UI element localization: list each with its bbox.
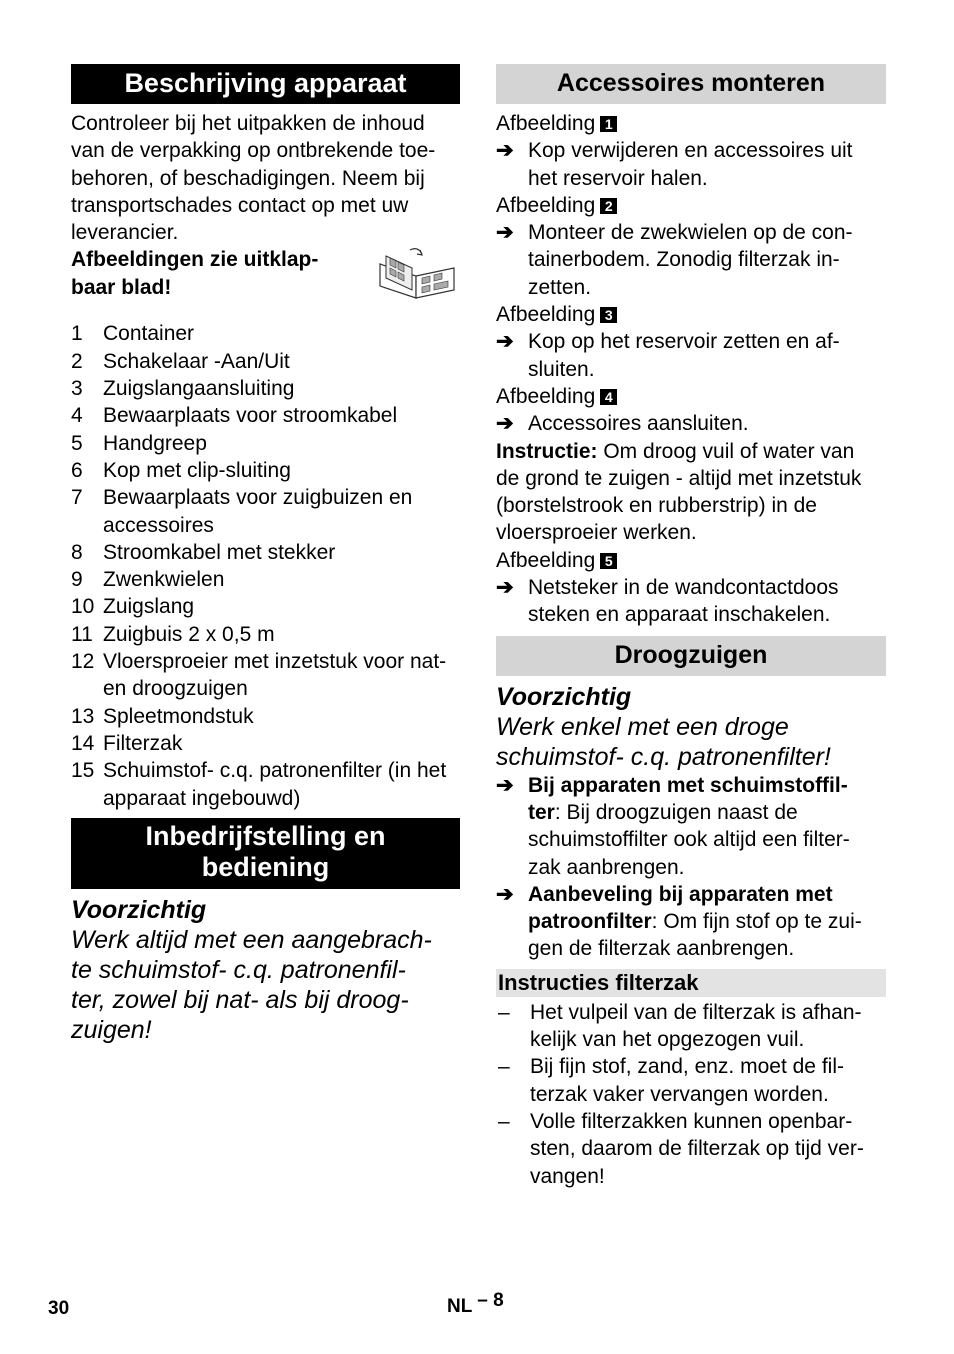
list-item: 13 Spleetmondstuk bbox=[71, 704, 254, 728]
figure-reference: Afbeelding 2 bbox=[496, 192, 886, 219]
caution-line: te schuimstof- c.q. patronenfil- bbox=[71, 955, 406, 984]
list-item: – Volle filterzakken kunnen openbar- sten, daarom de filterzak op tijd ver- vangen! bbox=[498, 1109, 864, 1188]
figure-number-badge: 2 bbox=[600, 198, 617, 214]
intro-line: Controleer bij het uitpakken de inhoud bbox=[71, 112, 425, 135]
footer-section-label bbox=[447, 1290, 504, 1318]
caution-line: ter, zowel bij nat- als bij droog- bbox=[71, 985, 409, 1014]
mount-steps bbox=[496, 110, 886, 629]
list-item: 5 Handgreep bbox=[71, 431, 207, 455]
intro-line: transportschades contact op met uw bbox=[71, 193, 409, 217]
caution-line: Werk enkel met een droge bbox=[496, 712, 789, 741]
figure-number-badge: 5 bbox=[600, 553, 617, 569]
caution-block bbox=[496, 682, 886, 772]
filter-bag-list bbox=[496, 999, 886, 1190]
heading-commissioning bbox=[71, 818, 460, 889]
step-item: ➔ Kop op het reservoir zetten en af- sluiten. bbox=[496, 328, 886, 383]
list-item: 8 Stroomkabel met stekker bbox=[71, 540, 336, 564]
list-item: – Het vulpeil van de filterzak is afhan- kelijk van het opgezogen vuil. bbox=[498, 1000, 862, 1052]
parts-list bbox=[71, 320, 460, 811]
caution-line: Werk altijd met een aangebrach- bbox=[71, 925, 432, 954]
list-item: 4 Bewaarplaats voor stroomkabel bbox=[71, 404, 398, 428]
bullet-foam-filter: ➔ Bij apparaten met schuimstoffil- ter: Bij droogzuigen naast de schuimstoffilter ook altijd een filter- zak aanbrengen. bbox=[496, 772, 886, 881]
figure-reference: Afbeelding 4 bbox=[496, 383, 886, 410]
caution-line: zuigen! bbox=[71, 1015, 152, 1044]
fold-out-booklet-icon bbox=[376, 246, 458, 302]
arrow-icon: ➔ bbox=[496, 773, 514, 797]
heading-line: Inbedrijfstelling en bbox=[145, 820, 386, 851]
list-item: 12 Vloersproeier met inzetstuk voor nat- en droogzuigen bbox=[71, 650, 447, 701]
caution-line: schuimstof- c.q. patronenfilter! bbox=[496, 742, 831, 771]
caution-block bbox=[71, 895, 460, 1045]
caution-title: Voorzichtig bbox=[71, 895, 207, 924]
heading-line: bediening bbox=[201, 851, 330, 882]
fold-note-line: Afbeeldingen zie uitklap- bbox=[71, 248, 319, 272]
list-item: 9 Zwenkwielen bbox=[71, 568, 225, 592]
arrow-icon: ➔ bbox=[496, 330, 514, 354]
page-number: 30 bbox=[48, 1298, 70, 1319]
figure-reference: Afbeelding 5 bbox=[496, 547, 886, 574]
arrow-icon: ➔ bbox=[496, 882, 514, 906]
step-item: ➔ Monteer de zwekwielen op de con- tainerbodem. Zonodig filterzak in- zetten. bbox=[496, 219, 886, 301]
figure-number-badge: 3 bbox=[600, 307, 617, 323]
step-item: ➔ Accessoires aansluiten. bbox=[496, 410, 886, 437]
footer-separator: – bbox=[477, 1290, 488, 1311]
right-column bbox=[496, 64, 886, 1190]
arrow-icon: ➔ bbox=[496, 221, 514, 245]
intro-line: leverancier. bbox=[71, 221, 179, 245]
list-item: 1 Container bbox=[71, 322, 195, 346]
intro-line: behoren, of beschadigingen. Neem bij bbox=[71, 166, 425, 190]
arrow-icon: ➔ bbox=[496, 576, 514, 600]
list-item: 2 Schakelaar -Aan/Uit bbox=[71, 349, 290, 373]
figure-reference: Afbeelding 1 bbox=[496, 110, 886, 137]
list-item: 7 Bewaarplaats voor zuigbuizen en accessoires bbox=[71, 486, 413, 537]
list-item: 15 Schuimstof- c.q. patronenfilter (in het apparaat ingebouwd) bbox=[71, 759, 447, 810]
caution-title: Voorzichtig bbox=[496, 682, 632, 711]
arrow-icon: ➔ bbox=[496, 139, 514, 163]
heading-mount-accessories: Accessoires monteren bbox=[496, 64, 886, 104]
list-item: – Bij fijn stof, zand, enz. moet de fil- terzak vaker vervangen worden. bbox=[498, 1055, 844, 1106]
language-code: NL bbox=[447, 1296, 472, 1317]
figure-number-badge: 1 bbox=[600, 116, 617, 132]
intro-line: van de verpakking op ontbrekende toe- bbox=[71, 139, 436, 163]
left-column bbox=[71, 64, 460, 1045]
step-item: ➔ Kop verwijderen en accessoires uit het reservoir halen. bbox=[496, 137, 886, 192]
figure-reference: Afbeelding 3 bbox=[496, 301, 886, 328]
fold-out-note bbox=[71, 246, 460, 328]
step-item: ➔ Netsteker in de wandcontactdoos steken en apparaat inschakelen. bbox=[496, 574, 886, 629]
heading-filter-bag-instructions: Instructies filterzak bbox=[496, 969, 886, 997]
figure-number-badge: 4 bbox=[600, 389, 617, 405]
list-item: 11 Zuigbuis 2 x 0,5 m bbox=[71, 622, 275, 646]
list-item: 3 Zuigslangaansluiting bbox=[71, 377, 295, 401]
list-item: 6 Kop met clip-sluiting bbox=[71, 458, 291, 482]
bullet-cartridge-filter: ➔ Aanbeveling bij apparaten met patroonfilter: Om fijn stof op te zui- gen de filterzak aanbrengen. bbox=[496, 881, 886, 963]
list-item: 10 Zuigslang bbox=[71, 595, 195, 619]
heading-device-description: Beschrijving apparaat bbox=[71, 64, 460, 104]
intro-paragraph bbox=[71, 110, 460, 246]
instruction-paragraph: Instructie: Om droog vuil of water van de grond te zuigen - altijd met inzetstuk (borstelstrook en rubberstrip) in de vloersproeier werken. bbox=[496, 439, 862, 545]
heading-dry-vacuuming: Droogzuigen bbox=[496, 636, 886, 676]
fold-note-line: baar blad! bbox=[71, 275, 172, 299]
section-page-number: 8 bbox=[493, 1290, 504, 1311]
arrow-icon: ➔ bbox=[496, 412, 514, 436]
list-item: 14 Filterzak bbox=[71, 731, 183, 755]
